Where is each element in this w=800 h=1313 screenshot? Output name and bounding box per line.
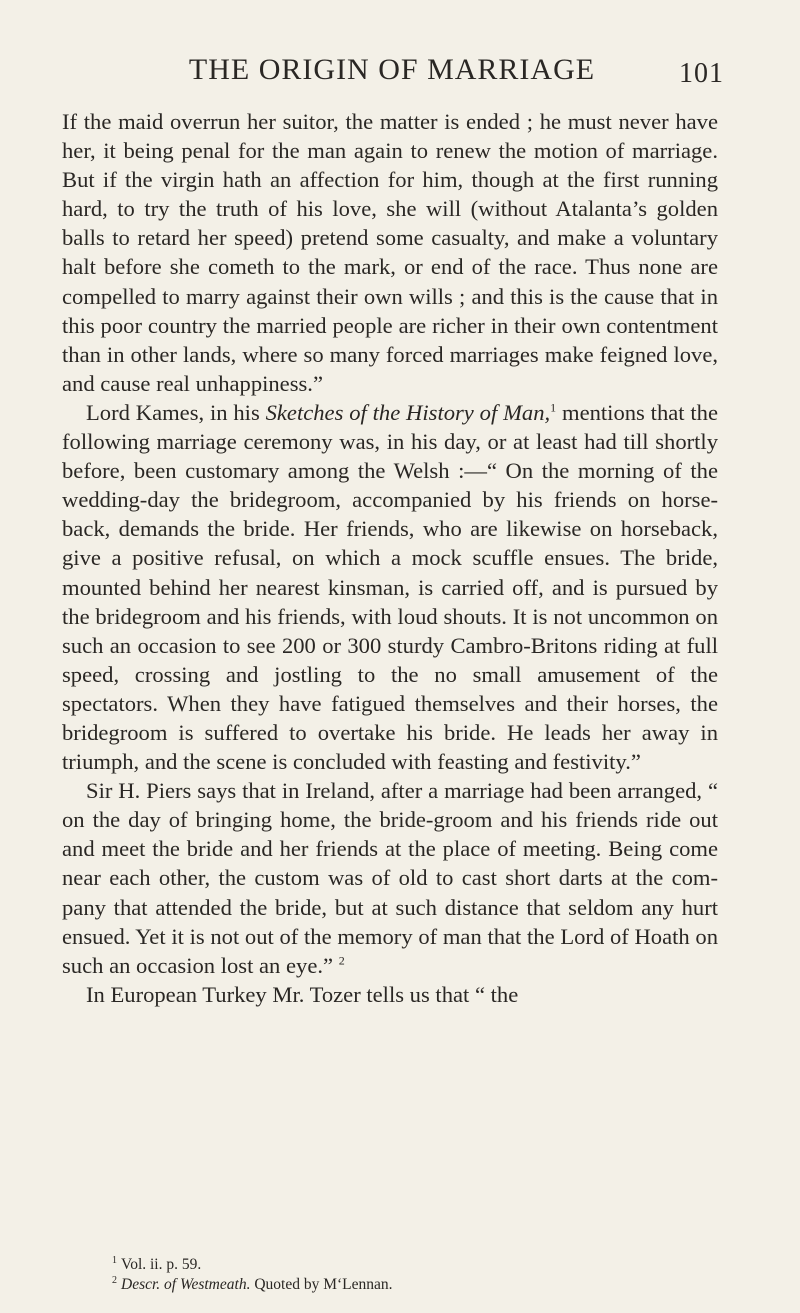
footnote-2 — [112, 1275, 712, 1295]
paragraph-2-lead: Lord Kames, in his — [86, 399, 266, 425]
running-head: THE ORIGIN OF MARRIAGE — [188, 53, 596, 86]
footnote-2-text: Quoted by M‘Lennan. — [250, 1276, 393, 1293]
paragraph-1: If the maid overrun her suitor, the matter is ended ; he must never have her, it being penal for the man again to renew the motion of marriage. But if the virgin hath an affection for him, though at the first running hard, to try the truth of his love, she will (without Atalanta’s golden balls to retard her speed) pretend some casualty, and make a voluntary halt before she cometh to the mark, or end of the race. Thus none are compelled to marry against their own wills ; and this is the cause that in this poor country the married people are richer in their own contentment than in other lands, where so many forced marriages make feigned love, and cause real unhappiness.” — [62, 109, 718, 396]
paragraph-3-text: Sir H. Piers says that in Ireland, after a marriage had been arranged, “ on the day of bringing home, the bride-groom and his friends ride out and meet the bride and her friends at the place of meeting. Being come near each other, the custom was of old to cast short darts at the com-pany that attended the bride, but at such distance that seldom any hurt ensued. Yet it is not out of the memory of man that the Lord of Hoath on such an occasion lost an eye.” — [62, 778, 718, 978]
page-number: 101 — [679, 58, 724, 89]
footnote-ref-2: 2 — [338, 953, 345, 968]
footnote-ref-1: 1 — [550, 400, 557, 415]
body-text — [62, 107, 718, 1009]
footnote-1-text: Vol. ii. p. 59. — [121, 1256, 202, 1273]
page-header — [60, 52, 724, 92]
book-title: Sketches of the History of Man, — [265, 399, 551, 425]
footnote-1-mark: 1 — [112, 1254, 117, 1266]
footnotes — [112, 1255, 712, 1295]
footnote-2-title: Descr. of Westmeath. — [121, 1276, 251, 1293]
paragraph-4: In European Turkey Mr. Tozer tells us that “ the — [86, 981, 519, 1007]
paragraph-3 — [62, 776, 718, 980]
paragraph-2-rest: mentions that the following marriage ceremony was, in his day, or at least had till shortly before, been customary among the Welsh :—“ On the morning of the wedding-day the bridegroom, accompanied by his friends on horse-back, demands the bride. Her friends, who are likewise on horseback, give a positive refusal, on which a mock scuffle ensues. The bride, mounted behind her nearest kinsman, is carried off, and is pursued by the bridegroom and his friends, with loud shouts. It is not uncommon on such an occasion to see 200 or 300 sturdy Cambro-Britons riding at full speed, crossing and jostling to the no small amusement of the spectators. When they have fatigued themselves and their horses, the bridegroom is suffered to overtake his bride. He leads her away in triumph, and the scene is concluded with feasting and festivity.” — [62, 399, 718, 775]
paragraph-2 — [62, 398, 718, 776]
footnote-2-mark: 2 — [112, 1274, 117, 1286]
footnote-1 — [112, 1255, 712, 1275]
